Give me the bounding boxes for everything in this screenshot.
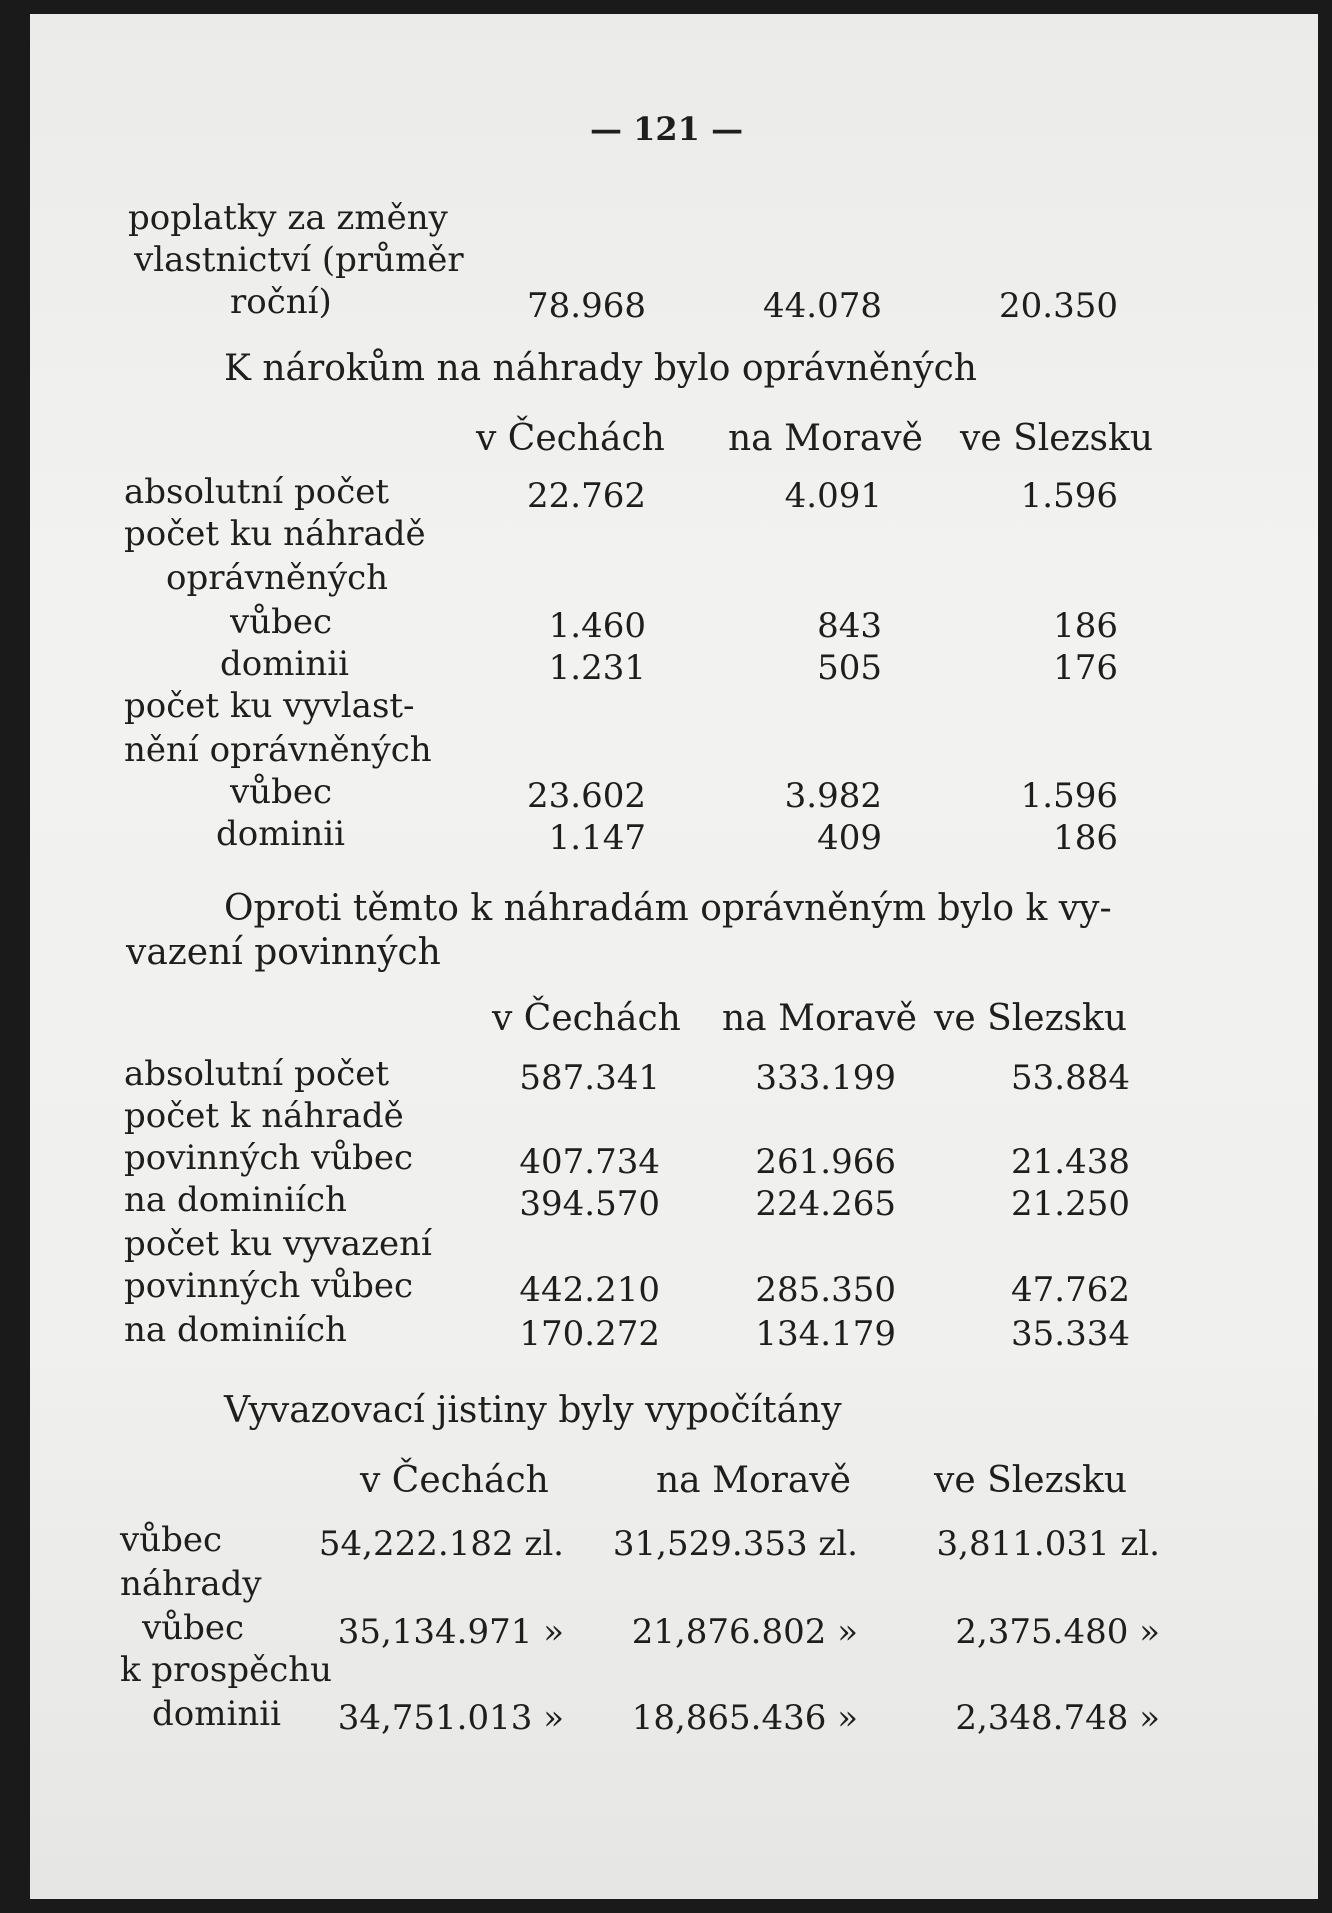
section2-column-bohemia: v Čechách	[492, 998, 681, 1039]
table-row-label: povinných vůbec	[124, 1266, 414, 1306]
table-cell: 22.762	[527, 476, 646, 516]
fees-label-line: roční)	[230, 282, 332, 322]
table-cell: 1.460	[548, 606, 646, 646]
table-cell: 176	[1053, 648, 1118, 688]
table-row-label: vůbec	[120, 1520, 223, 1560]
table-cell: 505	[817, 648, 882, 688]
fees-value-bohemia: 78.968	[527, 286, 646, 326]
table-row-label: oprávněných	[166, 558, 389, 598]
table-cell: 170.272	[519, 1314, 660, 1354]
fees-value-moravia: 44.078	[763, 286, 882, 326]
table-row-label: k prospěchu	[120, 1650, 333, 1690]
section1-column-silesia: ve Slezsku	[960, 418, 1154, 459]
table-cell: 31,529.353 zl.	[612, 1524, 858, 1564]
fees-label-line: poplatky za změny	[128, 198, 448, 238]
table-cell: 394.570	[519, 1184, 660, 1224]
table-cell: 285.350	[755, 1270, 896, 1310]
table-cell: 21.250	[1011, 1184, 1130, 1224]
table-row-label: dominii	[220, 644, 349, 684]
section3-column-bohemia: v Čechách	[360, 1460, 549, 1501]
table-cell: 186	[1053, 818, 1118, 858]
table-cell: 2,375.480 »	[955, 1612, 1160, 1652]
section3-heading: Vyvazovací jistiny byly vypočítány	[224, 1390, 842, 1431]
table-cell: 1.231	[548, 648, 646, 688]
table-row-label: počet ku vyvazení	[124, 1224, 432, 1264]
table-row-label: dominii	[216, 814, 345, 854]
scanned-page	[30, 14, 1318, 1899]
page-number: — 121 —	[590, 110, 744, 148]
table-cell: 186	[1053, 606, 1118, 646]
table-cell: 333.199	[755, 1058, 896, 1098]
table-row-label: na dominiích	[124, 1310, 347, 1350]
section2-column-silesia: ve Slezsku	[934, 998, 1128, 1039]
table-row-label: nění oprávněných	[124, 730, 432, 770]
table-row-label: absolutní počet	[124, 1054, 390, 1094]
table-cell: 21.438	[1011, 1142, 1130, 1182]
table-cell: 407.734	[519, 1142, 660, 1182]
table-cell: 21,876.802 »	[631, 1612, 858, 1652]
table-row-label: vůbec	[142, 1608, 245, 1648]
table-row-label: dominii	[152, 1694, 281, 1734]
table-cell: 261.966	[755, 1142, 896, 1182]
table-cell: 34,751.013 »	[337, 1698, 564, 1738]
table-cell: 134.179	[755, 1314, 896, 1354]
table-cell: 1.596	[1020, 776, 1118, 816]
table-cell: 35,134.971 »	[337, 1612, 564, 1652]
table-cell: 35.334	[1011, 1314, 1130, 1354]
table-cell: 18,865.436 »	[631, 1698, 858, 1738]
table-cell: 409	[817, 818, 882, 858]
table-cell: 54,222.182 zl.	[318, 1524, 564, 1564]
table-cell: 1.596	[1020, 476, 1118, 516]
table-cell: 4.091	[784, 476, 882, 516]
table-row-label: počet ku náhradě	[124, 514, 426, 554]
table-row-label: vůbec	[230, 602, 333, 642]
table-cell: 3.982	[784, 776, 882, 816]
table-cell: 587.341	[519, 1058, 660, 1098]
table-cell: 47.762	[1011, 1270, 1130, 1310]
table-cell: 53.884	[1011, 1058, 1130, 1098]
section3-column-silesia: ve Slezsku	[934, 1460, 1128, 1501]
section2-heading-line: vazení povinných	[126, 932, 441, 973]
table-cell: 1.147	[548, 818, 646, 858]
table-cell: 843	[817, 606, 882, 646]
section1-column-moravia: na Moravě	[728, 418, 923, 459]
section2-heading-line: Oproti těmto k náhradám oprávněným bylo k vy-	[224, 888, 1112, 929]
fees-label-line: vlastnictví (průměr	[134, 240, 464, 280]
table-row-label: počet k náhradě	[124, 1096, 404, 1136]
table-row-label: na dominiích	[124, 1180, 347, 1220]
table-cell: 224.265	[755, 1184, 896, 1224]
table-row-label: vůbec	[230, 772, 333, 812]
section1-heading: K nárokům na náhrady bylo oprávněných	[224, 348, 977, 389]
table-row-label: náhrady	[120, 1564, 262, 1604]
table-cell: 3,811.031 zl.	[936, 1524, 1160, 1564]
section1-column-bohemia: v Čechách	[476, 418, 665, 459]
section3-column-moravia: na Moravě	[656, 1460, 851, 1501]
table-cell: 2,348.748 »	[955, 1698, 1160, 1738]
fees-value-silesia: 20.350	[999, 286, 1118, 326]
table-cell: 442.210	[519, 1270, 660, 1310]
table-row-label: absolutní počet	[124, 472, 390, 512]
table-row-label: počet ku vyvlast-	[124, 686, 415, 726]
table-cell: 23.602	[527, 776, 646, 816]
table-row-label: povinných vůbec	[124, 1138, 414, 1178]
section2-column-moravia: na Moravě	[722, 998, 917, 1039]
